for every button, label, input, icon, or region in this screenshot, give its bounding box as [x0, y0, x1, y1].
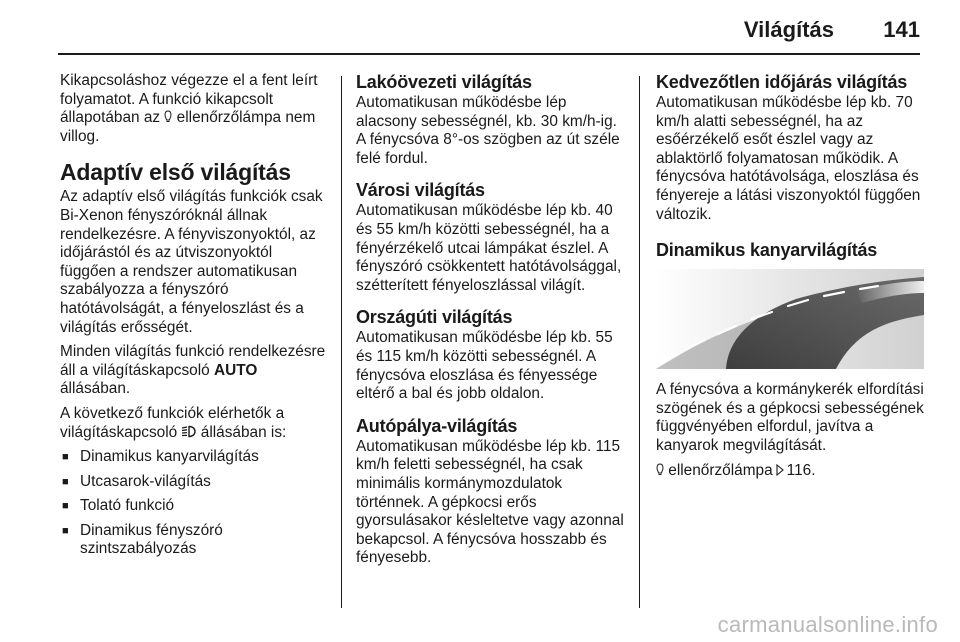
- dynamic-cornering-text: A fénycsóva a kormánykerék elfordítási szögének és a gépkocsi sebességének függvényében elfordul, javítva a kanyarok megvilágítását.: [656, 381, 924, 454]
- list-item: ■ Dinamikus fényszóró szintszabályozás: [60, 522, 328, 559]
- warning-lamp-reference: ellenőrzőlámpa 116.: [656, 462, 924, 481]
- section-heading-adaptive: Adaptív első világítás: [60, 159, 291, 186]
- watermark: carmanualsonline.info: [717, 612, 938, 637]
- column-right: [656, 72, 924, 486]
- light-switch-headlight-icon: [181, 425, 196, 438]
- list-item: ■ Dinamikus kanyarvilágítás: [60, 448, 328, 467]
- bad-weather-text: Automatikusan működésbe lép kb. 70 km/h alatti sebességnél, ha az esőérzékelő esőt észlel vagy az ablaktörlő folyamatosan működik. A fénycsóva hatótávolsága, eloszlása és fényereje a látási viszonyoktól függően változik.: [656, 94, 921, 223]
- country-road-text: Automatikusan működésbe lép kb. 55 és 115 km/h közötti sebességnél. A fénycsóva eloszlása és fényessége eltérő a bal és jobb oldalon.: [356, 329, 613, 403]
- column-left: [60, 72, 328, 565]
- intro-paragraph: Kikapcsoláshoz végezze el a fent leírt folyamatot. A funkció kikapcsolt állapotában az ellenőrzőlámpa nem villog.: [60, 72, 318, 145]
- list-item: ■ Tolató funkció: [60, 497, 328, 516]
- adaptive-description: Az adaptív első világítás funkciók csak Bi-Xenon fényszóróknál állnak rendelkezésre. A fényviszonyoktól, az időjárástól és az útviszonyoktól függően a rendszer automatikusan szabályozza a fényszóró hatótávolságát, a fényeloszlást és a világítás erősségét.: [60, 188, 323, 336]
- auto-paragraph: Minden világítás funkció rendelkezésre áll a világításkapcsoló AUTO állásában.: [60, 343, 326, 398]
- page-header: [0, 0, 960, 52]
- column-middle: [356, 72, 624, 574]
- page-reference-triangle-icon[interactable]: [776, 464, 784, 476]
- heading-city: Városi világítás: [356, 180, 485, 201]
- page-number: 141: [883, 17, 920, 42]
- heading-motorway: Autópálya-világítás: [356, 415, 518, 436]
- column-divider-2: [639, 76, 640, 608]
- heading-bad-weather: Kedvezőtlen időjárás világítás: [656, 72, 908, 92]
- motorway-text: Automatikusan működésbe lép kb. 115 km/h feletti sebességnél, ha csak minimális kormánymozdulatok történnek. A gépkocsi erős gyorsulásakor késleltetve vagy azonnal bekapcsol. A fénycsóva hosszabb és fényesebb.: [356, 437, 624, 567]
- auto-mode-label: AUTO: [214, 361, 258, 379]
- heading-residential: Lakóövezeti világítás: [356, 72, 532, 92]
- page-title: Világítás: [743, 17, 834, 42]
- heading-country-road: Országúti világítás: [356, 307, 513, 328]
- list-item: ■ Utcasarok-világítás: [60, 473, 328, 492]
- header-divider: [58, 53, 920, 55]
- functions-paragraph: A következő funkciók elérhetők a világításkapcsoló állásában is:: [60, 404, 287, 441]
- heading-dynamic-cornering: Dinamikus kanyarvilágítás: [656, 240, 878, 261]
- adaptive-light-lamp-icon: [656, 463, 664, 476]
- city-text: Automatikusan működésbe lép kb. 40 és 55 km/h közötti sebességnél, ha a fényérzékelő utcai lámpákat észlel. A fényszóró csökkentett hatótávolsággal, szétterített fényeloszlással világít.: [356, 202, 622, 294]
- cornering-light-illustration: [656, 269, 924, 369]
- residential-text: Automatikusan működésbe lép alacsony sebességnél, kb. 30 km/h-ig. A fénycsóva 8°-os szögben az út széle felé fordul.: [356, 94, 620, 167]
- functions-list: [60, 448, 328, 559]
- column-divider-1: [341, 76, 342, 608]
- reference-page-link[interactable]: 116.: [786, 461, 816, 479]
